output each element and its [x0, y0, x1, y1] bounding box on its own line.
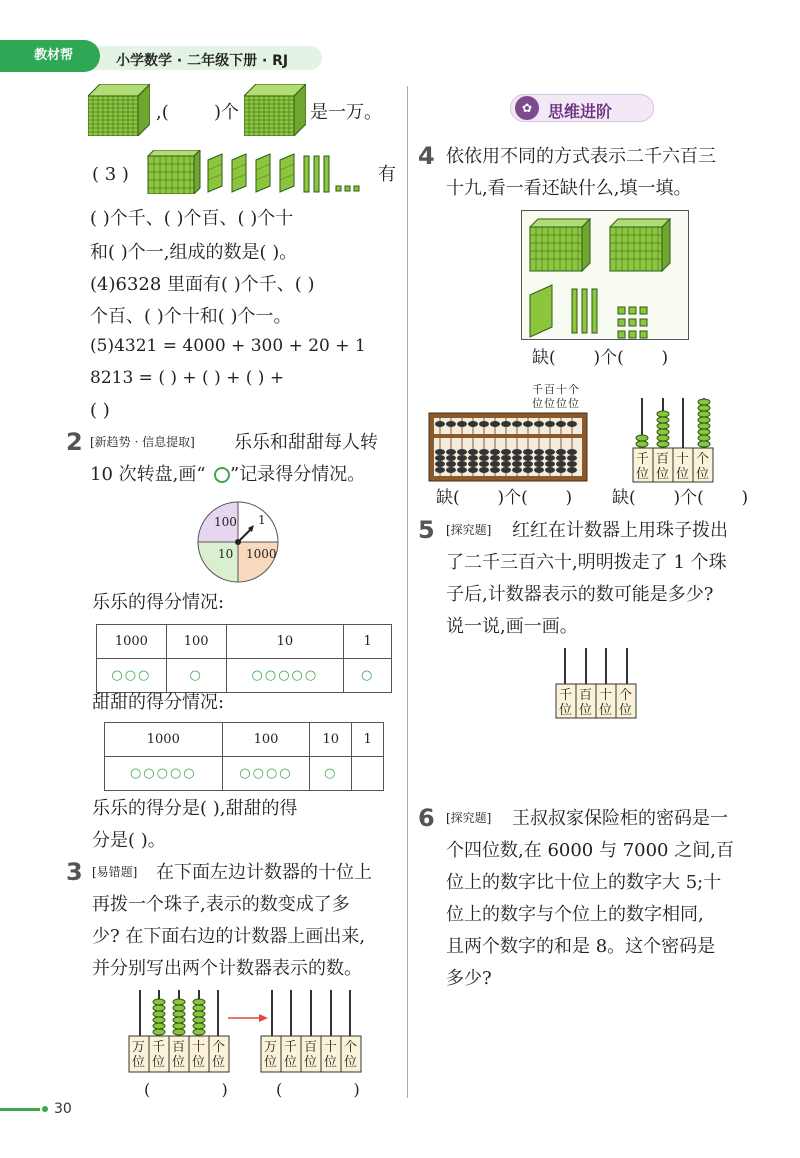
table-cell: ○	[310, 757, 352, 791]
table-row	[97, 659, 392, 693]
abacus-bead	[479, 455, 489, 461]
section-title: 思维进阶	[548, 102, 613, 121]
abacus-bead	[490, 467, 500, 473]
table-cell: 1	[344, 625, 392, 659]
table-cell: ○	[166, 659, 226, 693]
abacus-bead	[435, 455, 445, 461]
abacus-bead	[512, 461, 522, 467]
q6-line3: 位上的数字比十位上的数字大 5;十	[446, 872, 722, 893]
abacus-bead	[446, 421, 456, 427]
q4-missing-2: 缺( )个( )	[436, 488, 573, 508]
abacus-label: 十 位	[324, 1040, 338, 1070]
counter-label: 千 位	[559, 688, 573, 718]
header-title: 小学数学 · 二年级下册 · RJ	[116, 53, 289, 69]
abacus-bead	[545, 461, 555, 467]
spinner-label-100: 100	[214, 515, 237, 529]
counter-label: 十 位	[599, 688, 613, 718]
table-cell: 1000	[97, 625, 167, 659]
abacus-bead	[435, 421, 445, 427]
table-cell: 100	[222, 723, 310, 757]
q5-line3: 子后,计数器表示的数可能是多少?	[446, 584, 714, 605]
q5-number: 5	[418, 516, 435, 544]
q1-2-text-b: )个	[214, 102, 240, 123]
q3-line3: 少? 在下面右边的计数器上画出来,	[92, 926, 366, 947]
abacus-bead	[545, 467, 555, 473]
abacus-place-header: 千百十个	[532, 383, 580, 396]
q5-line2: 了二千三百六十,明明拨走了 1 个珠	[446, 552, 727, 573]
spinner-label-1000: 1000	[246, 547, 277, 561]
abacus-bead	[523, 455, 533, 461]
abacus-label: 万 位	[132, 1040, 146, 1070]
q2-line1: 乐乐和甜甜每人转	[234, 432, 378, 453]
abacus-bead	[556, 449, 566, 455]
q3-tag: [易错题]	[92, 865, 138, 879]
abacus-bead	[446, 455, 456, 461]
table-cell: 1	[352, 723, 384, 757]
table-cell: ○	[344, 659, 392, 693]
abacus-label: 个 位	[344, 1040, 358, 1070]
q2-answer-line2: 分是( )。	[92, 830, 166, 851]
abacus-bead	[534, 421, 544, 427]
counter-label: 十 位	[676, 452, 690, 482]
abacus-bead	[545, 421, 555, 427]
q6-number: 6	[418, 804, 435, 832]
spinner-label-10: 10	[218, 547, 234, 561]
q6-line6: 多少?	[446, 968, 492, 989]
abacus-bead	[446, 449, 456, 455]
q6-line1: 王叔叔家保险柜的密码是一	[512, 808, 728, 829]
abacus-bead	[534, 455, 544, 461]
abacus-bead	[512, 455, 522, 461]
abacus-bead	[435, 467, 445, 473]
green-circle-icon	[214, 467, 230, 483]
abacus-bead	[512, 449, 522, 455]
abacus-bead	[457, 421, 467, 427]
abacus-bead	[479, 449, 489, 455]
q1-2-text-a: ,(	[156, 102, 169, 123]
abacus-bead	[534, 467, 544, 473]
abacus-label: 百 位	[172, 1040, 186, 1070]
abacus-bead	[479, 467, 489, 473]
q4-number: 4	[418, 142, 435, 170]
tiantian-title: 甜甜的得分情况:	[92, 692, 225, 713]
abacus-bead	[435, 449, 445, 455]
table-cell: 1000	[105, 723, 223, 757]
abacus-label: 万 位	[264, 1040, 278, 1070]
table-cell: 100	[166, 625, 226, 659]
table-row	[105, 757, 384, 791]
q6-line2: 个四位数,在 6000 与 7000 之间,百	[446, 840, 734, 861]
abacus-bead	[501, 449, 511, 455]
abacus-bead	[567, 421, 577, 427]
abacus-bead	[457, 449, 467, 455]
q1-2-text-c: 是一万。	[310, 102, 382, 123]
q6-tag: [探究题]	[446, 811, 492, 825]
q2-number: 2	[66, 428, 83, 456]
abacus-label: 千 位	[284, 1040, 298, 1070]
abacus-bead	[468, 421, 478, 427]
page-number: 30	[54, 1101, 72, 1117]
spinner-label-1: 1	[258, 513, 266, 527]
column-divider	[407, 86, 408, 1098]
abacus-bead	[468, 455, 478, 461]
q4-missing-1: 缺( )个( )	[532, 348, 669, 368]
abacus-bead	[556, 421, 566, 427]
q2-line2b: ”记录得分情况。	[230, 464, 366, 485]
abacus-bead	[468, 467, 478, 473]
q1-3-line2: ( )个千、( )个百、( )个十	[90, 208, 294, 229]
abacus-bead	[490, 461, 500, 467]
abacus-bead	[567, 467, 577, 473]
table-cell: ○○○○○	[105, 757, 223, 791]
q4-line1: 依依用不同的方式表示二千六百三	[446, 146, 716, 167]
spinner-wheel	[196, 500, 280, 584]
counter-label: 千 位	[636, 452, 650, 482]
q1-4-line2: 个百、( )个十和( )个一。	[90, 306, 292, 327]
footer-line	[0, 1108, 40, 1111]
q2-tag: [新趋势 · 信息提取]	[90, 435, 195, 449]
table-row	[105, 723, 384, 757]
q4-missing-3: 缺( )个( )	[612, 488, 749, 508]
abacus-bead	[446, 467, 456, 473]
abacus-bead	[435, 461, 445, 467]
q2-answer-line1: 乐乐的得分是( ),甜甜的得	[92, 798, 298, 819]
abacus-bead	[468, 449, 478, 455]
counter-label: 个 位	[619, 688, 633, 718]
abacus-bead	[523, 467, 533, 473]
table-row	[97, 625, 392, 659]
thousand-cube-image	[88, 84, 150, 136]
lele-score-table	[96, 624, 392, 693]
table-cell: ○○○○○	[226, 659, 344, 693]
q5-line4: 说一说,画一画。	[446, 616, 578, 637]
abacus-bead	[446, 461, 456, 467]
abacus-bead	[457, 467, 467, 473]
abacus-bead	[457, 461, 467, 467]
abacus-bead	[457, 455, 467, 461]
abacus-bead	[556, 455, 566, 461]
medal-icon: ✿	[515, 96, 539, 120]
q1-5-line2: 8213 = ( ) + ( ) + ( ) +	[90, 368, 285, 388]
q6-line4: 位上的数字与个位上的数字相同,	[446, 904, 704, 925]
q1-5-line1: (5)4321 = 4000 + 300 + 20 + 1	[90, 336, 366, 356]
q1-4-line1: (4)6328 里面有( )个千、( )	[90, 274, 315, 295]
abacus-bead	[534, 449, 544, 455]
table-cell	[352, 757, 384, 791]
abacus-bead	[523, 449, 533, 455]
q4-blocks-picture	[521, 210, 689, 340]
abacus-bead	[534, 461, 544, 467]
abacus-bead	[523, 461, 533, 467]
abacus-bead	[567, 449, 577, 455]
q3-line2: 再拨一个珠子,表示的数变成了多	[92, 894, 350, 915]
header-badge: 教材帮	[0, 40, 100, 72]
abacus-bead	[545, 449, 555, 455]
table-cell: 10	[310, 723, 352, 757]
abacus-bead	[512, 421, 522, 427]
abacus-bead	[468, 461, 478, 467]
lele-title: 乐乐的得分情况:	[92, 592, 225, 613]
q3-answer-right[interactable]: ( )	[276, 1080, 360, 1099]
abacus-label: 百 位	[304, 1040, 318, 1070]
abacus-bead	[556, 467, 566, 473]
abacus-label: 千 位	[152, 1040, 166, 1070]
abacus-bead	[567, 455, 577, 461]
q1-3-tail: 有	[378, 164, 396, 185]
base-ten-blocks-image	[146, 150, 366, 194]
abacus-bead	[556, 461, 566, 467]
abacus-bead	[523, 421, 533, 427]
table-cell: 10	[226, 625, 344, 659]
counter-label: 百 位	[579, 688, 593, 718]
chinese-abacus-image	[428, 412, 588, 482]
counter-label: 个 位	[696, 452, 710, 482]
q1-5-line3: ( )	[90, 400, 110, 421]
abacus-label: 个 位	[212, 1040, 226, 1070]
q1-3-label: ( 3 )	[92, 164, 129, 185]
abacus-bead	[490, 449, 500, 455]
tiantian-score-table	[104, 722, 384, 791]
q4-line2: 十九,看一看还缺什么,填一填。	[446, 178, 692, 199]
q1-3-line3: 和( )个一,组成的数是( )。	[90, 242, 298, 263]
table-cell: ○○○○	[222, 757, 310, 791]
table-cell: ○○○	[97, 659, 167, 693]
thousand-cube-image-2	[244, 84, 306, 136]
q5-line1: 红红在计数器上用珠子拨出	[512, 520, 728, 541]
q2-line2: 10 次转盘,画“	[90, 464, 206, 485]
abacus-label: 十 位	[192, 1040, 206, 1070]
abacus-bead	[545, 455, 555, 461]
abacus-bead	[479, 421, 489, 427]
abacus-bead	[490, 421, 500, 427]
footer-dot	[42, 1106, 48, 1112]
abacus-bead	[501, 461, 511, 467]
abacus-bead	[501, 455, 511, 461]
q5-tag: [探究题]	[446, 523, 492, 537]
abacus-bead	[567, 461, 577, 467]
abacus-bead	[490, 455, 500, 461]
counter-label: 百 位	[656, 452, 670, 482]
q3-answer-left[interactable]: ( )	[144, 1080, 228, 1099]
abacus-place-header-2: 位位位位	[532, 397, 580, 410]
q3-number: 3	[66, 858, 83, 886]
abacus-bead	[501, 467, 511, 473]
abacus-bead	[512, 467, 522, 473]
q3-line1: 在下面左边计数器的十位上	[156, 862, 372, 883]
abacus-bead	[479, 461, 489, 467]
abacus-bead	[501, 421, 511, 427]
q3-line4: 并分别写出两个计数器表示的数。	[92, 958, 362, 979]
q6-line5: 且两个数字的和是 8。这个密码是	[446, 936, 716, 957]
